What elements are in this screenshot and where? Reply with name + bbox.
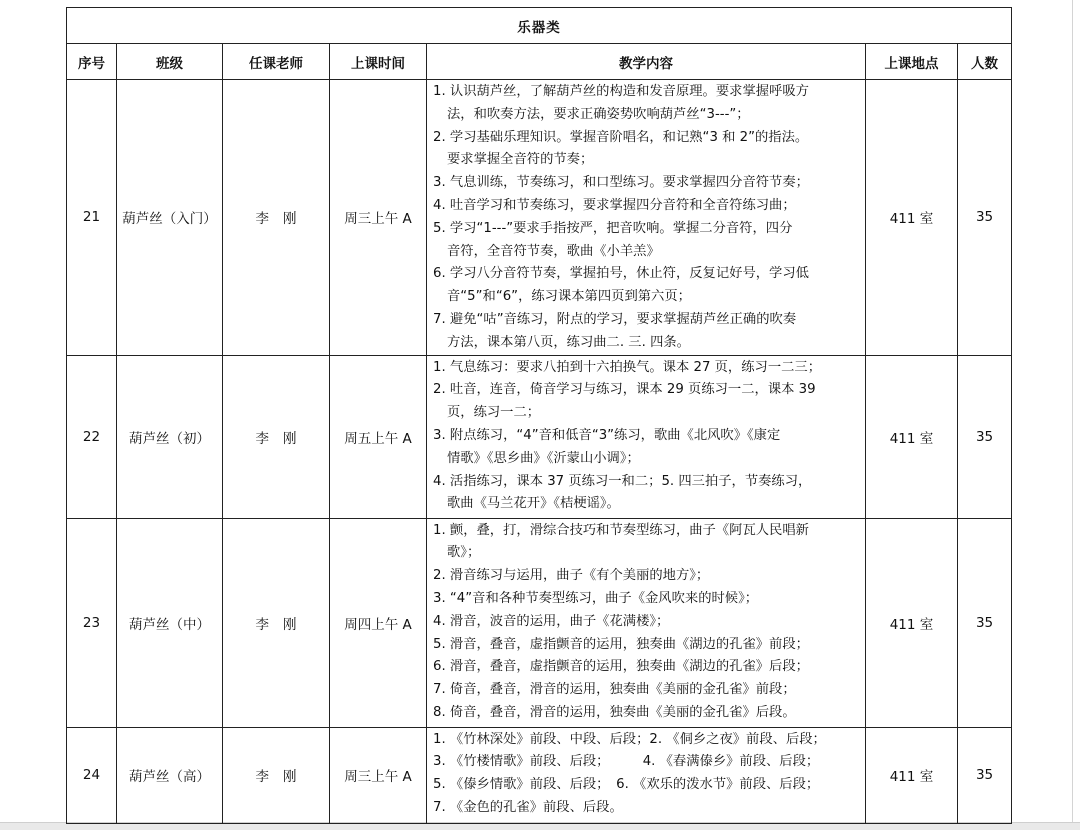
content-line: 3. 附点练习，“4”音和低音“3”练习，歌曲《北风吹》《康定 — [433, 427, 781, 443]
content-line: 8. 倚音，叠音，滑音的运用，独奏曲《美丽的金孔雀》后段。 — [433, 704, 796, 720]
content-line: 5. 学习“1---”要求手指按严，把音吹响。掌握二分音符，四分 — [433, 220, 793, 236]
row-content — [427, 80, 866, 356]
row-class: 葫芦丝（初） — [117, 355, 223, 518]
row-index: 21 — [67, 80, 117, 356]
row-index: 24 — [67, 727, 117, 823]
header-content: 教学内容 — [427, 44, 866, 80]
schedule-table — [66, 7, 1012, 824]
content-line: 歌曲《马兰花开》《桔梗谣》。 — [447, 496, 620, 512]
header-index: 序号 — [67, 44, 117, 80]
row-location: 411 室 — [866, 355, 958, 518]
content-line: 1. 气息练习：要求八拍到十六拍换气。课本 27 页，练习一二三； — [433, 359, 822, 375]
header-teacher: 任课老师 — [223, 44, 330, 80]
content-line: 2. 滑音练习与运用，曲子《有个美丽的地方》； — [433, 568, 710, 584]
content-line: 1. 《竹林深处》前段、中段、后段；2. 《侗乡之夜》前段、后段； — [433, 731, 826, 747]
header-class: 班级 — [117, 44, 223, 80]
content-line: 4. 活指练习，课本 37 页练习一和二；5. 四三拍子，节奏练习， — [433, 473, 812, 489]
content-line: 3. 《竹楼情歌》前段、后段； 4. 《春满傣乡》前段、后段； — [433, 754, 820, 770]
row-content — [427, 727, 866, 823]
content-line: 1. 认识葫芦丝，了解葫芦丝的构造和发音原理。要求掌握呼吸方 — [433, 84, 809, 99]
row-time: 周三上午 A — [330, 727, 427, 823]
header-count: 人数 — [958, 44, 1012, 80]
content-line: 5. 滑音，叠音，虚指颤音的运用，独奏曲《湖边的孔雀》前段； — [433, 636, 809, 652]
header-time: 上课时间 — [330, 44, 427, 80]
content-line: 7. 避免“咕”音练习，附点的学习，要求掌握葫芦丝正确的吹奏 — [433, 311, 797, 327]
table-row — [67, 80, 1012, 356]
table-title: 乐器类 — [67, 8, 1012, 44]
content-line: 7. 倚音，叠音，滑音的运用，独奏曲《美丽的金孔雀》前段； — [433, 682, 796, 698]
content-line: 歌》； — [447, 545, 481, 561]
row-content — [427, 518, 866, 727]
content-line: 3. 气息训练，节奏练习，和口型练习。要求掌握四分音符节奏； — [433, 175, 809, 191]
row-teacher: 李刚 — [223, 727, 330, 823]
content-line: 2. 学习基础乐理知识。掌握音阶唱名，和记熟“3 和 2”的指法。 — [433, 129, 809, 145]
row-class: 葫芦丝（高） — [117, 727, 223, 823]
row-count: 35 — [958, 518, 1012, 727]
row-count: 35 — [958, 355, 1012, 518]
row-time: 周四上午 A — [330, 518, 427, 727]
table-row — [67, 355, 1012, 518]
row-count: 35 — [958, 727, 1012, 823]
row-location: 411 室 — [866, 80, 958, 356]
content-line: 音“5”和“6”，练习课本第四页到第六页； — [447, 289, 691, 305]
row-location: 411 室 — [866, 727, 958, 823]
header-location: 上课地点 — [866, 44, 958, 80]
table-row — [67, 518, 1012, 727]
content-line: 方法，课本第八页，练习曲二. 三. 四条。 — [447, 334, 690, 350]
content-line: 6. 学习八分音符节奏，掌握拍号，休止符，反复记好号，学习低 — [433, 266, 809, 282]
row-class: 葫芦丝（中） — [117, 518, 223, 727]
content-line: 5. 《傣乡情歌》前段、后段； 6. 《欢乐的泼水节》前段、后段； — [433, 777, 820, 793]
content-line: 要求掌握全音符的节奏； — [447, 152, 594, 168]
content-line: 法，和吹奏方法，要求正确姿势吹响葫芦丝“3---”； — [447, 106, 750, 122]
row-location: 411 室 — [866, 518, 958, 727]
content-line: 1. 颤，叠，打，滑综合技巧和节奏型练习，曲子《阿瓦人民唱新 — [433, 522, 809, 538]
title-row — [67, 8, 1012, 44]
row-index: 23 — [67, 518, 117, 727]
row-teacher: 李刚 — [223, 518, 330, 727]
content-line: 页，练习一二； — [447, 405, 541, 421]
row-class: 葫芦丝（入门） — [117, 80, 223, 356]
content-line: 4. 吐音学习和节奏练习，要求掌握四分音符和全音符练习曲； — [433, 197, 796, 213]
table-row — [67, 727, 1012, 823]
content-line: 2. 吐音，连音，倚音学习与练习，课本 29 页练习一二，课本 39 — [433, 382, 816, 398]
content-line: 情歌》《思乡曲》《沂蒙山小调》； — [447, 450, 640, 466]
row-content — [427, 355, 866, 518]
row-time: 周三上午 A — [330, 80, 427, 356]
content-line: 6. 滑音，叠音，虚指颤音的运用，独奏曲《湖边的孔雀》后段； — [433, 659, 809, 675]
content-line: 7. 《金色的孔雀》前段、后段。 — [433, 799, 623, 815]
content-line: 3. “4”音和各种节奏型练习，曲子《金风吹来的时候》； — [433, 590, 759, 606]
page-right-edge — [1072, 0, 1073, 829]
row-count: 35 — [958, 80, 1012, 356]
content-line: 音符，全音符节奏，歌曲《小羊羔》 — [447, 243, 660, 259]
row-index: 22 — [67, 355, 117, 518]
row-teacher: 李刚 — [223, 80, 330, 356]
content-line: 4. 滑音，波音的运用，曲子《花满楼》； — [433, 613, 670, 629]
header-row — [67, 44, 1012, 80]
row-teacher: 李刚 — [223, 355, 330, 518]
row-time: 周五上午 A — [330, 355, 427, 518]
